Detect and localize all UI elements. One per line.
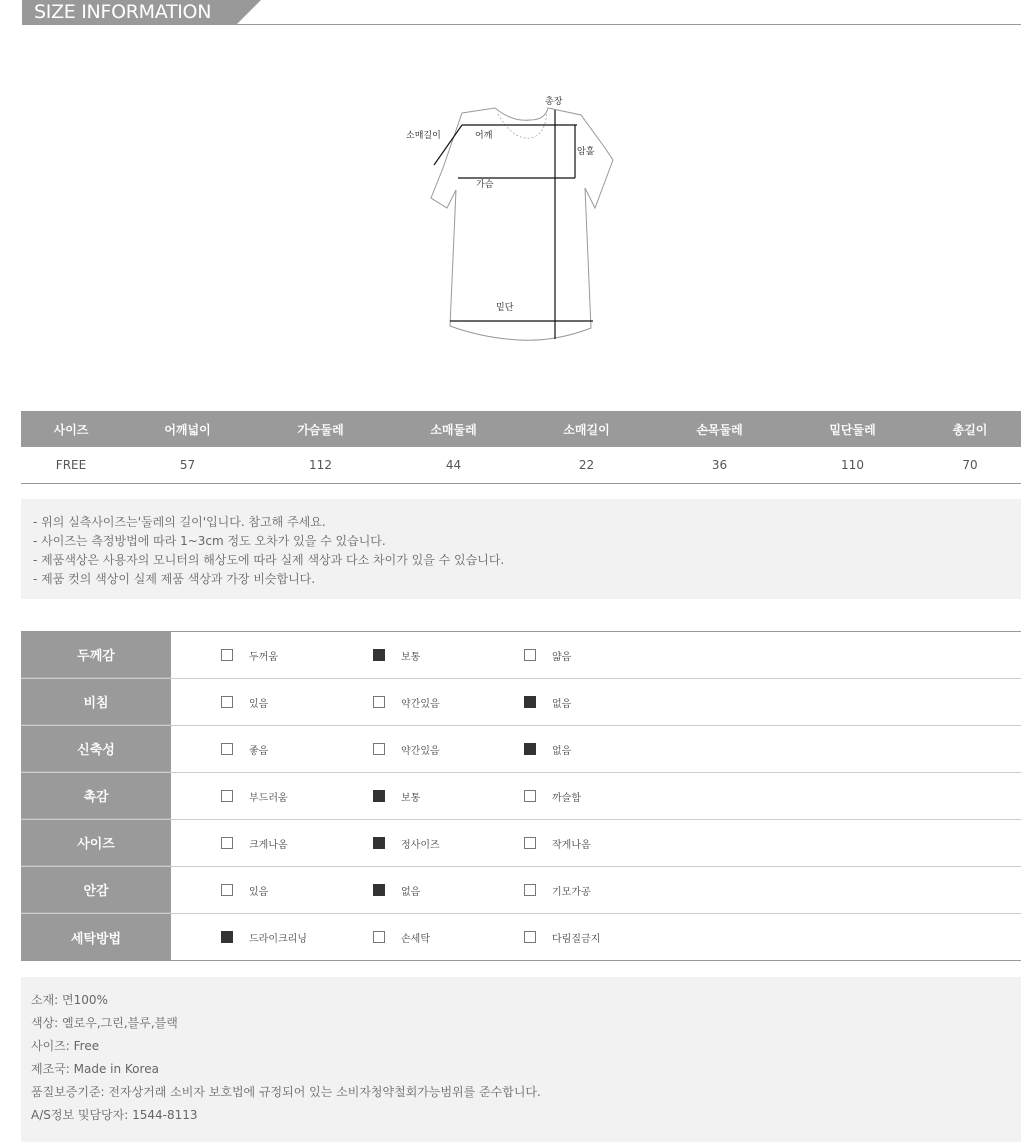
- attribute-option-label: 작게나옴: [552, 839, 591, 851]
- table-cell: 112: [254, 447, 387, 484]
- attribute-row: [21, 820, 1021, 867]
- table-row: [21, 447, 1021, 484]
- unchecked-box-icon: [221, 743, 233, 755]
- table-cell: 22: [520, 447, 653, 484]
- label-hem: 밑단: [496, 303, 514, 313]
- attribute-option: [221, 632, 278, 678]
- attribute-option: [373, 679, 440, 725]
- attribute-option-label: 두꺼움: [249, 651, 278, 663]
- attribute-option: [221, 679, 268, 725]
- attribute-option-label: 크게나옴: [249, 839, 288, 851]
- attribute-option: [524, 914, 600, 960]
- unchecked-box-icon: [221, 696, 233, 708]
- label-chest: 가슴: [476, 180, 494, 190]
- attribute-option-label: 있음: [249, 886, 269, 898]
- unchecked-box-icon: [221, 884, 233, 896]
- column-header: 가슴둘레: [254, 411, 387, 447]
- table-cell: 57: [121, 447, 254, 484]
- attribute-option-label: 좋음: [249, 745, 269, 757]
- column-header: 총길이: [919, 411, 1021, 447]
- info-item: 색상: 옐로우,그린,블루,블랙: [31, 1016, 178, 1030]
- checked-box-icon: [524, 696, 536, 708]
- attribute-option: [524, 679, 571, 725]
- column-header: 어깨넓이: [121, 411, 254, 447]
- attribute-option: [221, 914, 307, 960]
- unchecked-box-icon: [221, 790, 233, 802]
- attribute-label: 안감: [21, 867, 171, 913]
- label-armhole: 암홀: [577, 147, 595, 157]
- attribute-label: 신축성: [21, 726, 171, 772]
- attribute-label: 두께감: [21, 632, 171, 678]
- note-item: - 사이즈는 측정방법에 따라 1~3cm 정도 오차가 있을 수 있습니다.: [33, 534, 386, 548]
- column-header: 소매길이: [520, 411, 653, 447]
- attribute-row: [21, 726, 1021, 773]
- product-attributes-table: [21, 631, 1021, 961]
- attribute-row: [21, 867, 1021, 914]
- size-table-header-row: [21, 411, 1021, 447]
- checked-box-icon: [221, 931, 233, 943]
- attribute-option-label: 다림질금지: [552, 933, 601, 945]
- attribute-label: 세탁방법: [21, 914, 171, 960]
- unchecked-box-icon: [524, 931, 536, 943]
- attribute-row: [21, 773, 1021, 820]
- attribute-option-label: 약간있음: [401, 698, 440, 710]
- attribute-option: [373, 773, 420, 819]
- unchecked-box-icon: [221, 837, 233, 849]
- table-cell: 36: [653, 447, 786, 484]
- table-cell: 70: [919, 447, 1021, 484]
- unchecked-box-icon: [373, 696, 385, 708]
- note-item: - 제품 컷의 색상이 실제 제품 색상과 가장 비슷합니다.: [33, 572, 316, 586]
- checked-box-icon: [373, 649, 385, 661]
- attribute-option-label: 보통: [401, 792, 421, 804]
- attribute-option-label: 약간있음: [401, 745, 440, 757]
- attribute-option-label: 없음: [552, 698, 572, 710]
- column-header: 사이즈: [21, 411, 121, 447]
- info-item: 사이즈: Free: [31, 1039, 100, 1053]
- attribute-option: [373, 867, 420, 913]
- note-item: - 제품색상은 사용자의 모니터의 해상도에 따라 실제 색상과 다소 차이가 있을 수 있습니다.: [33, 553, 505, 567]
- section-title: SIZE INFORMATION: [34, 1, 212, 23]
- attribute-option: [221, 726, 268, 772]
- attribute-label: 사이즈: [21, 820, 171, 866]
- table-cell: 110: [786, 447, 919, 484]
- attribute-option: [373, 820, 440, 866]
- attribute-option-label: 기모가공: [552, 886, 591, 898]
- attribute-option: [524, 632, 571, 678]
- attribute-option: [524, 726, 571, 772]
- checked-box-icon: [524, 743, 536, 755]
- unchecked-box-icon: [524, 790, 536, 802]
- attribute-option: [524, 820, 591, 866]
- attribute-option-label: 있음: [249, 698, 269, 710]
- attribute-option-label: 부드러움: [249, 792, 288, 804]
- size-notes-panel: [21, 499, 1021, 599]
- unchecked-box-icon: [524, 649, 536, 661]
- label-shoulder: 어깨: [475, 131, 493, 141]
- unchecked-box-icon: [524, 884, 536, 896]
- column-header: 손목둘레: [653, 411, 786, 447]
- column-header: 소매둘레: [387, 411, 520, 447]
- column-header: 밑단둘레: [786, 411, 919, 447]
- table-cell: 44: [387, 447, 520, 484]
- label-sleeve-length: 소매길이: [406, 131, 441, 141]
- info-item: 제조국: Made in Korea: [31, 1062, 159, 1076]
- attribute-row: [21, 914, 1021, 960]
- checked-box-icon: [373, 837, 385, 849]
- label-total-length: 총장: [545, 97, 563, 107]
- attribute-row: [21, 632, 1021, 679]
- unchecked-box-icon: [373, 931, 385, 943]
- attribute-label: 촉감: [21, 773, 171, 819]
- size-table: [21, 411, 1021, 484]
- product-info-panel: [21, 977, 1021, 1142]
- attribute-option-label: 드라이크리닝: [249, 933, 307, 945]
- section-header-tab: [22, 0, 237, 24]
- checked-box-icon: [373, 790, 385, 802]
- unchecked-box-icon: [221, 649, 233, 661]
- attribute-row: [21, 679, 1021, 726]
- attribute-option: [524, 867, 591, 913]
- attribute-option: [221, 867, 268, 913]
- attribute-option-label: 손세탁: [401, 933, 430, 945]
- checked-box-icon: [373, 884, 385, 896]
- info-item: 품질보증기준: 전자상거래 소비자 보호법에 규정되어 있는 소비자청약철회가능범위를 준수합니다.: [31, 1085, 541, 1099]
- note-item: - 위의 실측사이즈는'둘레의 길이'입니다. 참고해 주세요.: [33, 515, 326, 529]
- attribute-option: [373, 914, 430, 960]
- info-item: A/S정보 및담당자: 1544-8113: [31, 1108, 198, 1122]
- attribute-option: [373, 632, 420, 678]
- attribute-option-label: 까슬함: [552, 792, 581, 804]
- attribute-label: 비침: [21, 679, 171, 725]
- unchecked-box-icon: [524, 837, 536, 849]
- tshirt-size-diagram: [395, 90, 625, 350]
- table-cell: FREE: [21, 447, 121, 484]
- attribute-option: [524, 773, 581, 819]
- unchecked-box-icon: [373, 743, 385, 755]
- attribute-option: [221, 820, 288, 866]
- attribute-option-label: 얇음: [552, 651, 572, 663]
- attribute-option: [373, 726, 440, 772]
- section-header: [22, 0, 1021, 25]
- attribute-option: [221, 773, 288, 819]
- info-item: 소재: 면100%: [31, 993, 108, 1007]
- attribute-option-label: 없음: [552, 745, 572, 757]
- attribute-option-label: 없음: [401, 886, 421, 898]
- attribute-option-label: 보통: [401, 651, 421, 663]
- attribute-option-label: 정사이즈: [401, 839, 440, 851]
